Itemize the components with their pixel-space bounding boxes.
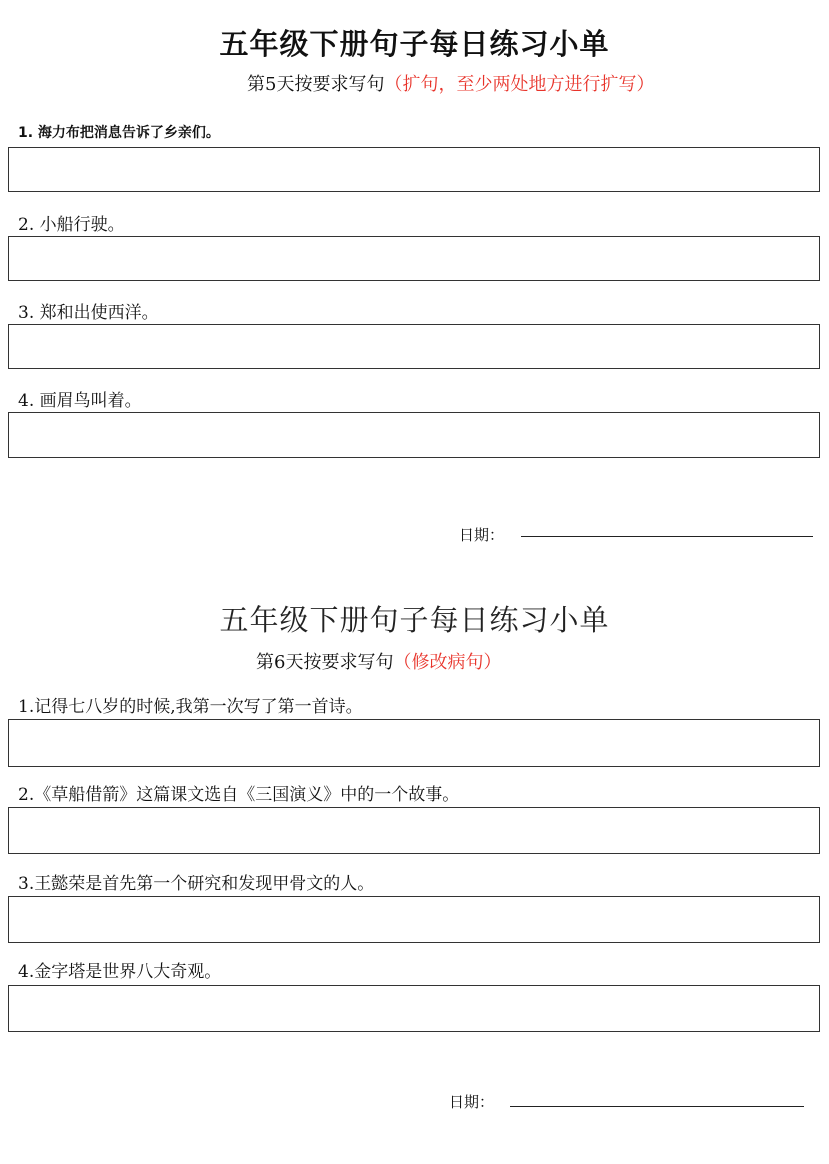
sheet2-date-label: 日期： <box>449 1093 495 1111</box>
sheet2-question-2: 2.《草船借箭》这篇课文选自《三国演义》中的一个故事。 <box>18 785 460 805</box>
sheet1-subtitle-main: 第5天按要求写句 <box>247 74 385 95</box>
sheet1-title: 五年级下册句子每日练习小单 <box>219 27 610 61</box>
sheet1-answer-box-2[interactable] <box>8 236 820 281</box>
sheet1-question-2: 2. 小船行驶。 <box>18 215 125 235</box>
sheet1-subtitle-note: （扩句，至少两处地方进行扩写） <box>384 74 655 95</box>
sheet2-subtitle <box>256 648 501 674</box>
sheet2-answer-box-1[interactable] <box>8 719 820 767</box>
sheet1-answer-box-3[interactable] <box>8 324 820 369</box>
sheet2-answer-box-4[interactable] <box>8 985 820 1032</box>
sheet2-subtitle-note: （修改病句） <box>393 652 502 673</box>
sheet2-answer-box-3[interactable] <box>8 896 820 943</box>
sheet1-question-1: 1. 海力布把消息告诉了乡亲们。 <box>18 125 220 141</box>
sheet2-question-4: 4.金字塔是世界八大奇观。 <box>18 962 222 982</box>
sheet2-title: 五年级下册句子每日练习小单 <box>219 603 610 637</box>
sheet2-question-1: 1.记得七八岁的时候,我第一次写了第一首诗。 <box>18 697 363 717</box>
sheet2-date-line[interactable] <box>510 1106 804 1107</box>
sheet2-question-3: 3.王懿荣是首先第一个研究和发现甲骨文的人。 <box>18 874 375 894</box>
sheet1-date-label: 日期： <box>459 526 505 544</box>
sheet1-answer-box-4[interactable] <box>8 412 820 458</box>
sheet1-question-4: 4. 画眉鸟叫着。 <box>18 391 142 411</box>
sheet2-subtitle-main: 第6天按要求写句 <box>256 652 394 673</box>
sheet1-date-line[interactable] <box>521 536 813 537</box>
sheet1-question-3: 3. 郑和出使西洋。 <box>18 303 159 323</box>
sheet1-answer-box-1[interactable] <box>8 147 820 192</box>
sheet2-answer-box-2[interactable] <box>8 807 820 854</box>
sheet1-subtitle <box>247 70 654 96</box>
